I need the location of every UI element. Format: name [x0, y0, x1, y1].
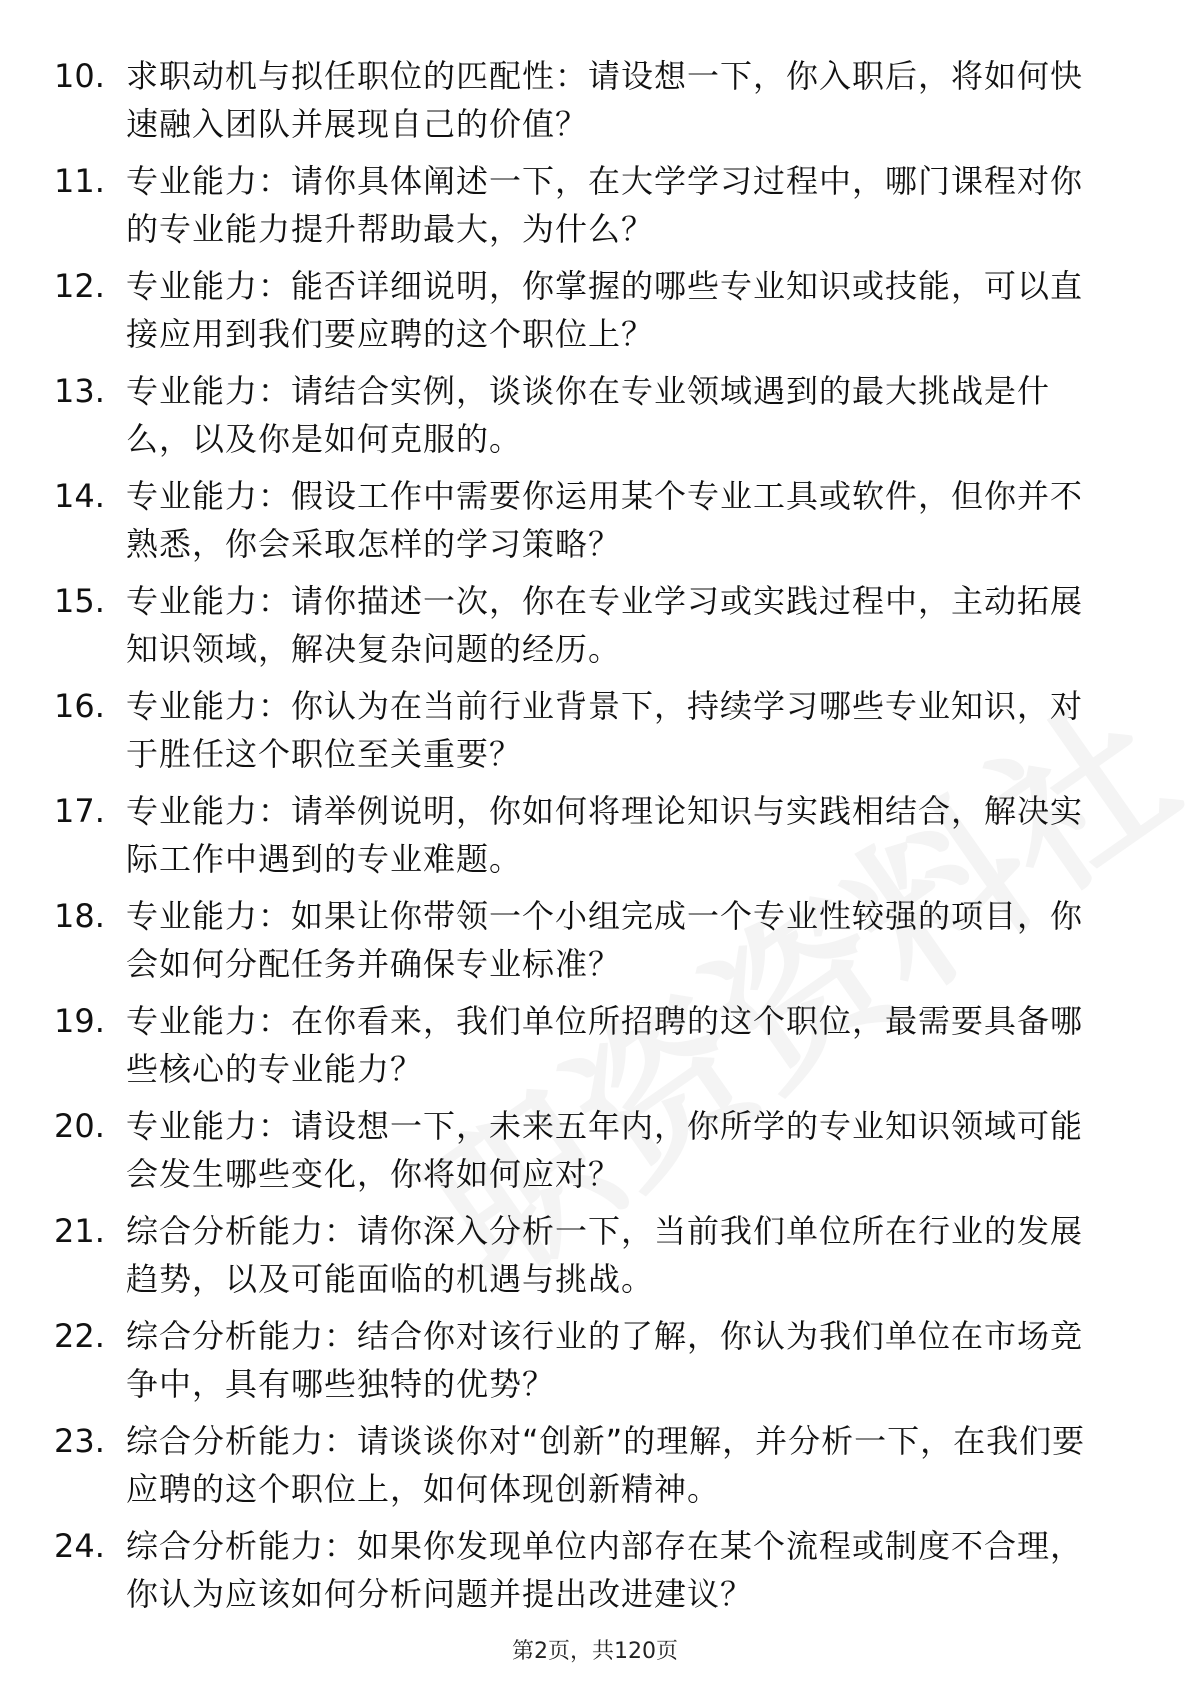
question-item: [54, 367, 1124, 472]
question-number: 12.: [54, 267, 105, 305]
question-item: [54, 157, 1124, 262]
question-text: 专业能力：能否详细说明，你掌握的哪些专业知识或技能，可以直接应用到我们要应聘的这个职位上？: [126, 267, 1084, 353]
question-item: [54, 997, 1124, 1102]
question-item: [54, 1207, 1124, 1312]
question-text: 专业能力：请举例说明，你如何将理论知识与实践相结合，解决实际工作中遇到的专业难题。: [126, 792, 1084, 878]
question-number: 13.: [54, 372, 105, 410]
question-item: [54, 892, 1124, 997]
question-list: [54, 52, 1124, 1627]
question-number: 10.: [54, 57, 105, 95]
question-item: [54, 262, 1124, 367]
question-number: 22.: [54, 1317, 105, 1355]
question-number: 19.: [54, 1002, 105, 1040]
question-number: 20.: [54, 1107, 105, 1145]
question-item: [54, 1312, 1124, 1417]
question-text: 综合分析能力：结合你对该行业的了解，你认为我们单位在市场竞争中，具有哪些独特的优势？: [126, 1317, 1084, 1403]
question-number: 23.: [54, 1422, 105, 1460]
question-text: 专业能力：在你看来，我们单位所招聘的这个职位，最需要具备哪些核心的专业能力？: [126, 1002, 1084, 1088]
question-text: 专业能力：如果让你带领一个小组完成一个专业性较强的项目，你会如何分配任务并确保专业标准？: [126, 897, 1084, 983]
question-text: 综合分析能力：请谈谈你对“创新”的理解，并分析一下，在我们要应聘的这个职位上，如何体现创新精神。: [126, 1422, 1086, 1508]
question-text: 综合分析能力：请你深入分析一下，当前我们单位所在行业的发展趋势，以及可能面临的机遇与挑战。: [126, 1212, 1084, 1298]
question-item: [54, 1102, 1124, 1207]
question-number: 16.: [54, 687, 105, 725]
question-item: [54, 1522, 1124, 1627]
question-item: [54, 682, 1124, 787]
question-number: 24.: [54, 1527, 105, 1565]
question-text: 专业能力：请设想一下，未来五年内，你所学的专业知识领域可能会发生哪些变化，你将如何应对？: [126, 1107, 1084, 1193]
question-number: 21.: [54, 1212, 105, 1250]
question-text: 专业能力：你认为在当前行业背景下，持续学习哪些专业知识，对于胜任这个职位至关重要？: [126, 687, 1084, 773]
question-item: [54, 52, 1124, 157]
question-text: 专业能力：请你描述一次，你在专业学习或实践过程中，主动拓展知识领域，解决复杂问题的经历。: [126, 582, 1084, 668]
question-text: 综合分析能力：如果你发现单位内部存在某个流程或制度不合理，你认为应该如何分析问题并提出改进建议？: [126, 1527, 1084, 1613]
question-number: 11.: [54, 162, 105, 200]
question-text: 专业能力：请结合实例，谈谈你在专业领域遇到的最大挑战是什么，以及你是如何克服的。: [126, 372, 1051, 458]
question-item: [54, 577, 1124, 682]
question-item: [54, 787, 1124, 892]
question-number: 18.: [54, 897, 105, 935]
question-text: 专业能力：请你具体阐述一下，在大学学习过程中，哪门课程对你的专业能力提升帮助最大，为什么？: [126, 162, 1084, 248]
page-number-footer: 第2页，共120页: [512, 1639, 678, 1664]
question-item: [54, 472, 1124, 577]
question-text: 求职动机与拟任职位的匹配性：请设想一下，你入职后，将如何快速融入团队并展现自己的价值？: [126, 57, 1084, 143]
question-item: [54, 1417, 1124, 1522]
question-number: 14.: [54, 477, 105, 515]
question-text: 专业能力：假设工作中需要你运用某个专业工具或软件，但你并不熟悉，你会采取怎样的学习策略？: [126, 477, 1084, 563]
question-number: 17.: [54, 792, 105, 830]
question-number: 15.: [54, 582, 105, 620]
